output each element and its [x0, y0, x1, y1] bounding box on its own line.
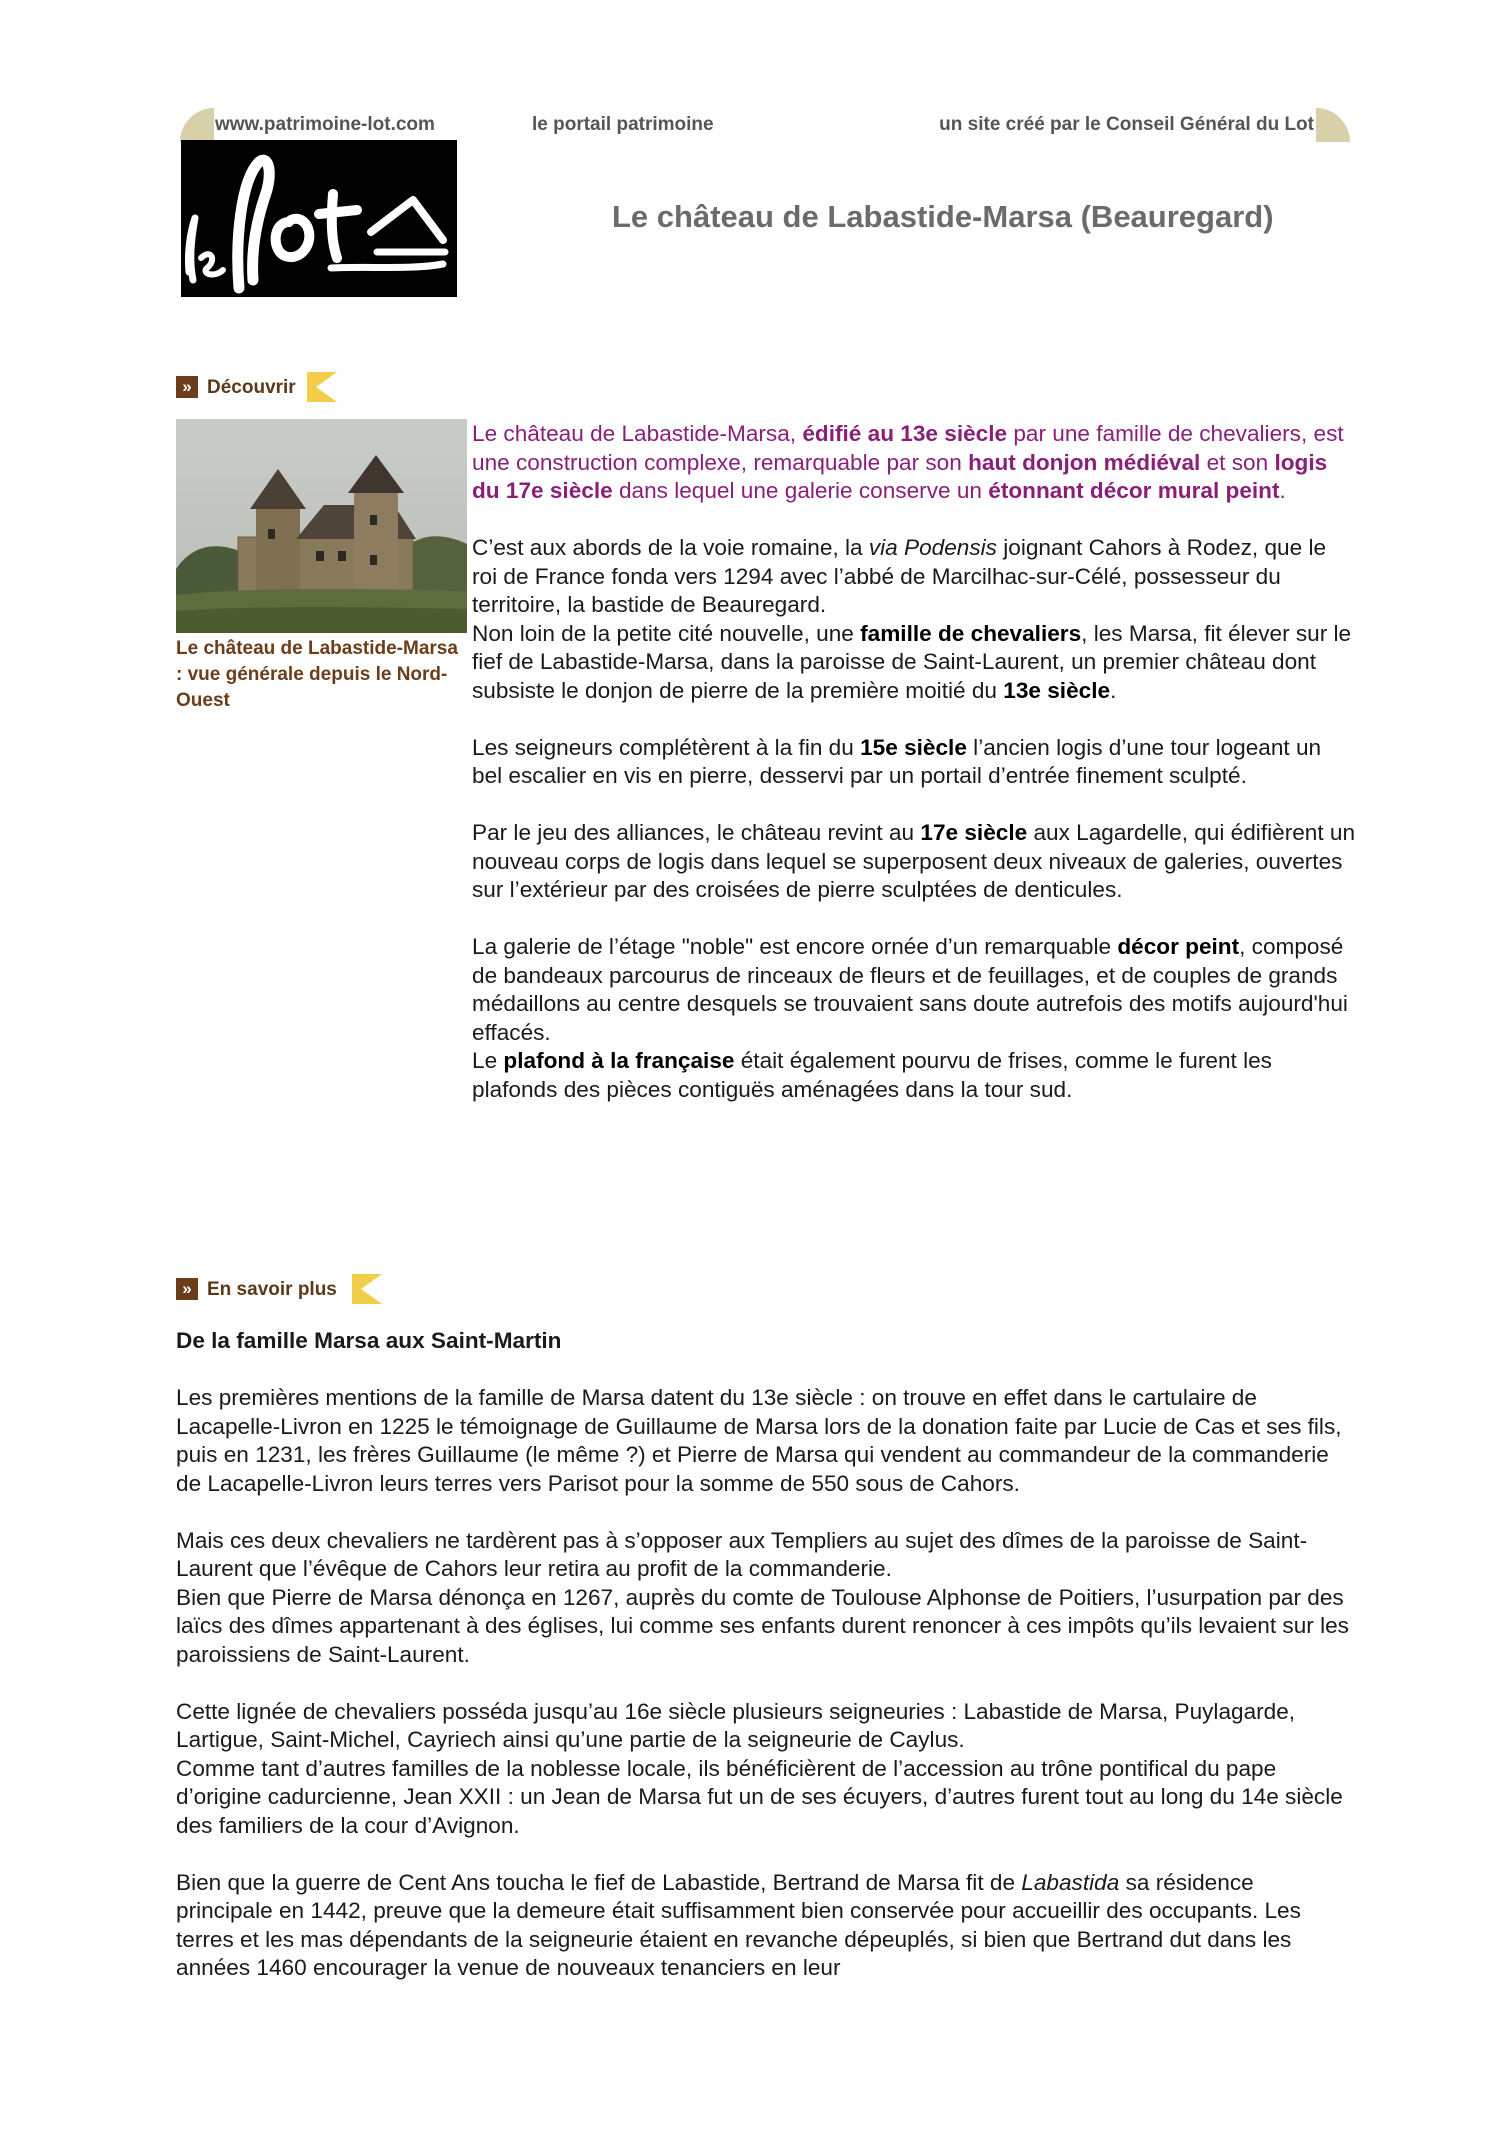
site-header — [180, 108, 1350, 142]
header-right-ornament — [1316, 108, 1350, 142]
body-bold: famille de chevaliers — [860, 620, 1082, 646]
photo-caption: Le château de Labastide-Marsa : vue générale depuis le Nord-Ouest — [176, 638, 458, 711]
body-text: Comme tant d’autres familles de la noblesse locale, ils bénéficièrent de l’accession au trône pontifical du pape d’origine cadurcienne, Jean XXII : un Jean de Marsa fut un de ses écuyers, d’autres furent tout au long du 14e siècle des familiers de la cour d’Avignon. — [176, 1755, 1343, 1838]
body-bold: 15e siècle — [860, 734, 967, 760]
body-text: Les seigneurs complétèrent à la fin du — [472, 734, 861, 760]
intro-emphasis: logis du 17e siècle — [472, 449, 1328, 503]
body-text: Non loin de la petite cité nouvelle, une — [472, 620, 861, 646]
body-text: Cette lignée de chevaliers posséda jusqu’au 16e siècle plusieurs seigneuries : Labastide de Marsa, Puylagarde, Lartigue, Saint-Michel, Cayriech ainsi qu’une partie de la seigneurie de Caylus. — [176, 1698, 1296, 1752]
more-text-column — [176, 1327, 1356, 1983]
section-flag-icon — [307, 372, 337, 402]
intro-paragraph — [472, 420, 1356, 506]
body-bold: décor peint — [1117, 934, 1240, 959]
body-text: La galerie de l’étage "noble" est encore ornée d’un remarquable — [472, 934, 1118, 959]
more-paragraph: Les premières mentions de la famille de Marsa datent du 13e siècle : on trouve en effet dans le cartulaire de Lacapelle-Livron en 1225 le témoignage de Guillaume de Marsa lors de la donation faite par Lucie de Cas et ses fils, puis en 1231, les frères Guillaume (le même ?) et Pierre de Marsa qui vendent au commandeur de la commanderie de Lacapelle-Livron leurs terres vers Parisot pour la somme de 550 sous de Cahors. — [176, 1385, 1342, 1496]
intro-emphasis: étonnant décor mural peint — [988, 478, 1280, 503]
body-text: était également pourvu de frises, comme le furent les plafonds des pièces contiguës aménagées dans la tour sud. — [472, 1048, 1272, 1102]
history-paragraph — [472, 534, 1356, 705]
page-title: Le château de Labastide-Marsa (Beauregard) — [612, 199, 1274, 234]
gallery-paragraph — [472, 933, 1356, 1104]
chateau-photo — [176, 419, 467, 633]
double-chevron-icon: » — [176, 1278, 198, 1300]
body-text: sa résidence principale en 1442, preuve que la demeure était suffisamment bien conservée pour accueillir des occupants. Les terres et les mas dépendants de la seigneurie étaient en revanche dépeuplés, si bien que Bertrand dut dans les années 1460 encourager la venue de nouveaux tenanciers en leur — [176, 1869, 1301, 1980]
lot-logo — [181, 140, 457, 297]
header-left-ornament — [180, 108, 214, 142]
section-label: En savoir plus — [207, 1279, 337, 1300]
body-text: Bien que Pierre de Marsa dénonça en 1267, auprès du comte de Toulouse Alphonse de Poitiers, l’usurpation par des laïcs des dîmes appartenant à des églises, lui comme ses enfants durent renoncer à ces impôts qu’ils levaient sur les paroissiens de Saint-Laurent. — [176, 1584, 1349, 1667]
body-text: joignant Cahors à Rodez, que le roi de France fonda vers 1294 avec l’abbé de Marcilhac-sur-Célé, possesseur du territoire, la bastide de Beauregard. — [472, 535, 1327, 617]
body-text: Le — [472, 1048, 504, 1073]
intro-text: . — [1279, 478, 1286, 503]
body-text: Mais ces deux chevaliers ne tardèrent pas à s’opposer aux Templiers au sujet des dîmes de la paroisse de Saint-Laurent que l’évêque de Cahors leur retira au profit de la commanderie. — [176, 1527, 1308, 1581]
intro-emphasis: haut donjon médiéval — [968, 449, 1201, 475]
more-paragraph — [176, 1869, 1356, 1983]
lot-logo-mark — [181, 140, 457, 297]
section-header-more — [176, 1274, 386, 1304]
body-italic: via Podensis — [868, 535, 997, 560]
site-url-link[interactable]: www.patrimoine-lot.com — [215, 114, 435, 135]
intro-text: dans lequel une galerie conserve un — [612, 478, 989, 503]
body-text: Bien que la guerre de Cent Ans toucha le fief de Labastide, Bertrand de Marsa fit de — [176, 1869, 1022, 1895]
chateau-illustration — [176, 419, 467, 633]
body-text: , composé de bandeaux parcourus de rinceaux de fleurs et de feuillages, et de couples de grands médaillons au centre desquels se trouvaient sans doute autrefois des motifs aujourd'hui effacés. — [472, 934, 1348, 1045]
body-text: , les Marsa, fit élever sur le fief de Labastide-Marsa, dans la paroisse de Saint-Laurent, un premier château dont subsiste le donjon de pierre de la première moitié du — [472, 620, 1352, 703]
intro-text: Le château de Labastide-Marsa, — [472, 421, 803, 446]
portal-label: le portail patrimoine — [532, 114, 714, 135]
alliances-paragraph — [472, 819, 1356, 905]
tower-paragraph — [472, 734, 1356, 791]
intro-text: par une famille de chevaliers, est une construction complexe, remarquable par son — [472, 421, 1344, 475]
body-text: l’ancien logis d’une tour logeant un bel escalier en vis en pierre, desservi par un portail d’entrée finement sculpté. — [472, 734, 1322, 788]
site-credit: un site créé par le Conseil Général du Lot — [939, 114, 1314, 135]
section-flag-icon — [352, 1274, 382, 1304]
body-text: aux Lagardelle, qui édifièrent un nouveau corps de logis dans lequel se superposent deux niveaux de galeries, ouvertes sur l’extérieur par des croisées de pierre sculptées de denticules. — [472, 820, 1356, 902]
intro-text: et son — [1200, 449, 1275, 475]
more-paragraph — [176, 1527, 1356, 1670]
body-text: C’est aux abords de la voie romaine, la — [472, 535, 869, 560]
body-bold: 13e siècle — [1003, 677, 1111, 703]
section-header-discover — [176, 372, 346, 402]
intro-emphasis: édifié au 13e siècle — [802, 421, 1008, 446]
body-text: Par le jeu des alliances, le château revint au — [472, 820, 921, 845]
double-chevron-icon: » — [176, 376, 198, 398]
section-label: Découvrir — [207, 377, 296, 398]
main-text-column — [472, 420, 1356, 1104]
body-text: . — [1110, 677, 1117, 703]
body-italic: Labastida — [1021, 1869, 1120, 1895]
body-bold: 17e siècle — [920, 820, 1028, 845]
subsection-title: De la famille Marsa aux Saint-Martin — [176, 1328, 562, 1353]
more-paragraph — [176, 1698, 1356, 1841]
body-bold: plafond à la française — [503, 1048, 735, 1073]
